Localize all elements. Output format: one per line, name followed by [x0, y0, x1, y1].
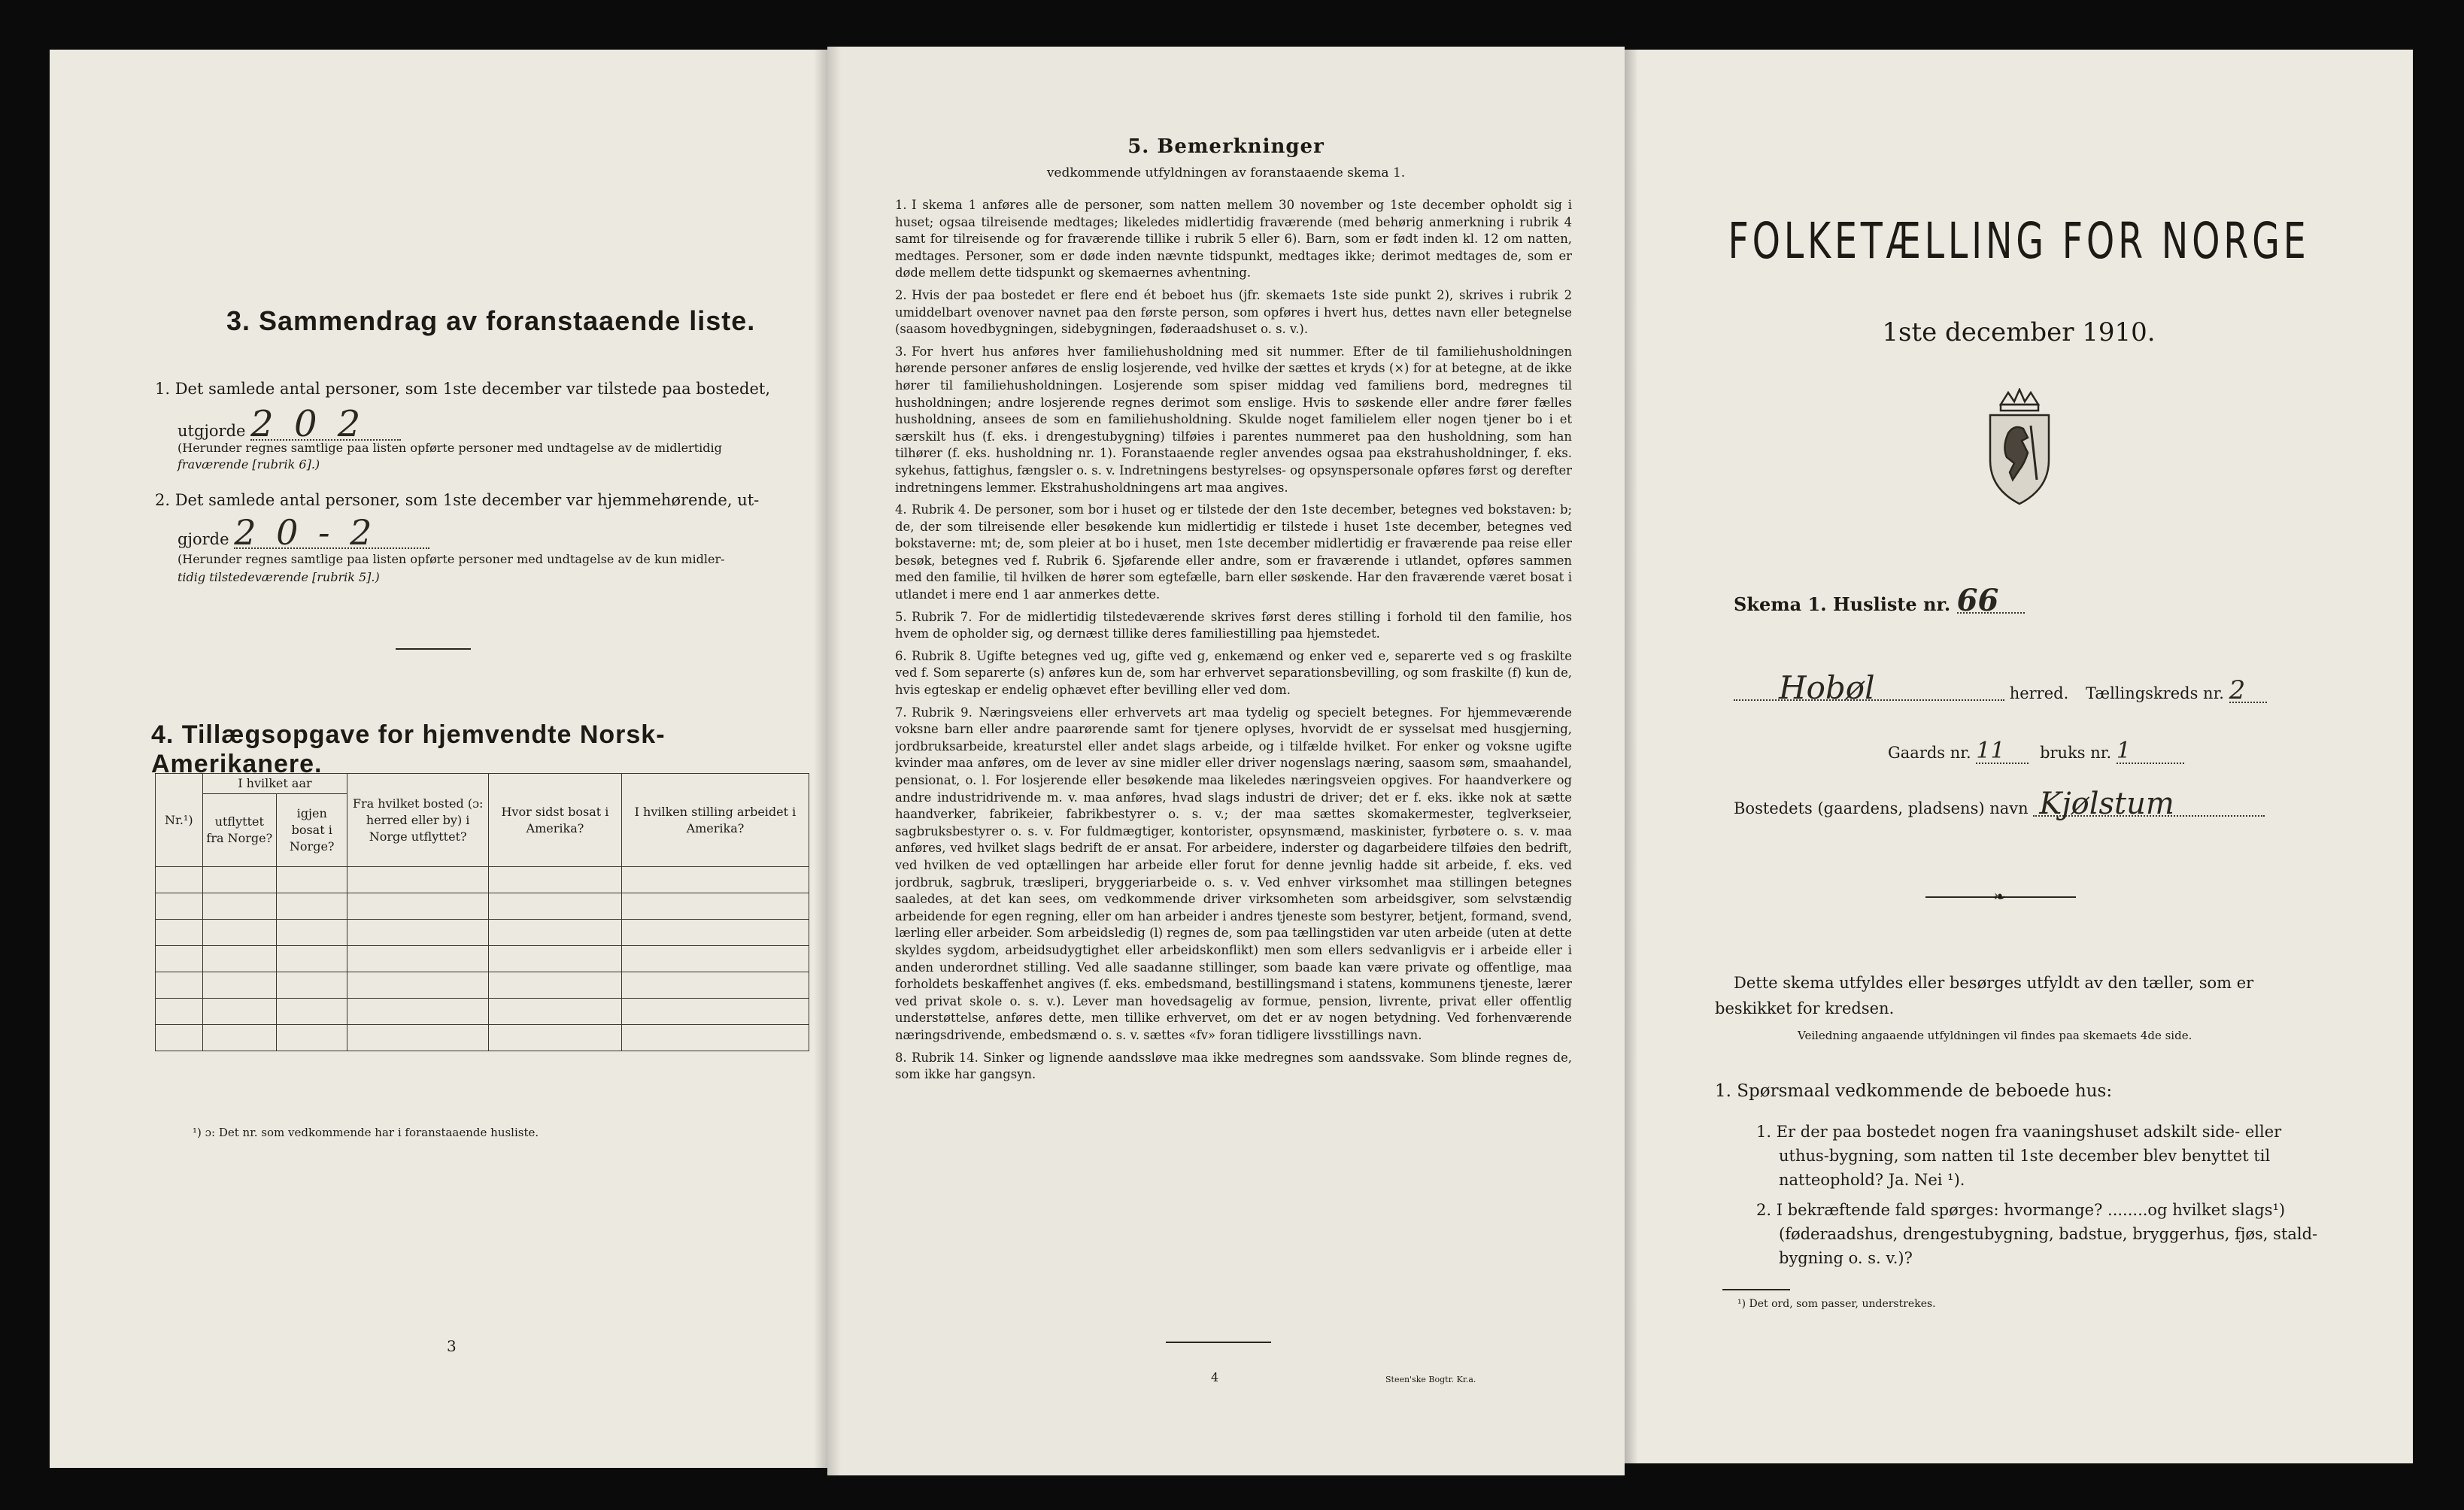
norsk-amerikanere-table — [155, 773, 809, 1051]
table-row — [156, 867, 809, 893]
remark-number: 3. — [895, 344, 907, 359]
divider — [1722, 1289, 1790, 1290]
section-4-title: 4. Tillægsopgave for hjemvendte Norsk-Amerikanere. — [151, 720, 666, 778]
table-row — [156, 946, 809, 972]
q2-line-a: 2. I bekræftende fald spørges: hvormange? ........og hvilket slags¹) — [1756, 1201, 2286, 1219]
intro-line-a: Dette skema utfyldes eller besørges utfyldt av den tæller, som er — [1734, 974, 2254, 992]
herred-line — [1734, 669, 2411, 706]
remark-text: Rubrik 14. Sinker og lignende aandssløve maa ikke medregnes som aandssvake. Som blinde regnes de, som ikke har gangsyn. — [895, 1050, 1572, 1082]
question-section-title: 1. Spørsmaal vedkommende de beboede hus: — [1715, 1081, 2113, 1101]
page-4-remarks — [827, 47, 1625, 1475]
page-number: 4 — [1211, 1370, 1219, 1384]
divider — [1166, 1342, 1271, 1343]
kreds-value: 2 — [2229, 679, 2267, 703]
item1-line-a: 1. Det samlede antal personer, som 1ste december var tilstede paa bostedet, — [155, 380, 771, 398]
remark-item — [895, 648, 1572, 699]
col-nr: Nr.¹) — [156, 774, 203, 867]
remark-number: 8. — [895, 1050, 907, 1065]
gaards-line — [1888, 740, 2184, 764]
remark-item — [895, 502, 1572, 604]
remark-item — [895, 344, 1572, 496]
remark-number: 4. — [895, 502, 907, 517]
remark-item — [895, 705, 1572, 1045]
remarks-subtitle: vedkommende utfyldningen av foranstaaende skema 1. — [1046, 165, 1406, 180]
remark-item — [895, 1050, 1572, 1084]
table-row — [156, 972, 809, 999]
front-page — [1625, 50, 2413, 1463]
col-stilling: I hvilken stilling arbeidet i Amerika? — [621, 774, 809, 867]
remark-item — [895, 609, 1572, 643]
section-3-title: 3. Sammendrag av foranstaaende liste. — [226, 305, 756, 336]
gaards-label: Gaards nr. — [1888, 744, 1971, 762]
census-date: 1ste december 1910. — [1882, 317, 2156, 347]
q1-line-b: uthus-bygning, som natten til 1ste december blev benyttet til — [1779, 1147, 2271, 1165]
col-group-year: I hvilket aar — [202, 774, 347, 794]
item2-note-a: (Herunder regnes samtlige paa listen opførte personer med undtagelse av de kun midler- — [178, 552, 725, 566]
remark-number: 5. — [895, 609, 907, 624]
remark-number: 6. — [895, 648, 907, 663]
page-3-summary — [50, 50, 827, 1468]
item2-handwritten-value: 2 0 - 2 — [234, 517, 429, 549]
intro-note: Veiledning angaaende utfyldningen vil findes paa skemaets 4de side. — [1798, 1029, 2192, 1042]
gaards-value: 11 — [1976, 740, 2029, 764]
remark-item — [895, 197, 1572, 282]
page3-footnote: ¹) Det ord, som passer, understrekes. — [1737, 1298, 1936, 1310]
page-number: 3 — [447, 1337, 457, 1355]
item2-line-a: 2. Det samlede antal personer, som 1ste december var hjemmehørende, ut- — [155, 491, 760, 509]
q1-line-c: natteophold? Ja. Nei ¹). — [1779, 1171, 1965, 1189]
table-row — [156, 893, 809, 920]
remark-text: Hvis der paa bostedet er flere end ét beboet hus (jfr. skemaets 1ste side punkt 2), skrives i rubrik 2 umiddelbart ovenover navnet paa den første person, som opføres i hvert hus, dettes navn eller betegnelse (saasom hovedbygningen, sidebygningen, føderaadshuset o. s. v.). — [895, 287, 1572, 337]
q2-line-c: bygning o. s. v.)? — [1779, 1249, 1913, 1267]
remark-text: Rubrik 4. De personer, som bor i huset og er tilstede der den 1ste december, betegnes ved bokstaven: b; de, der som tilreisende eller besøkende kun midlertidig er tilstede i huset 1ste december, betegnes ved bokstaverne: mt; de, som pleier at bo i huset, men 1ste december midlertidig er fraværende paa reise eller besøk, betegnes ved f. Rubrik 6. Sjøfarende eller andre, som er fraværende i utlandet, opføres sammen med den familie, til hvilken de hører som egtefælle, barn eller søskende. Har den fraværende været bosat i utlandet i mere end 1 aar anmerkes dette. — [895, 502, 1572, 602]
norway-coat-of-arms-icon — [1978, 388, 2061, 508]
remark-number: 2. — [895, 287, 907, 302]
table-footnote: ¹) ɔ: Det nr. som vedkommende har i foranstaaende husliste. — [193, 1126, 539, 1139]
bosted-label: Bostedets (gaardens, pladsens) navn — [1734, 799, 2029, 817]
printer-mark: Steen'ske Bogtr. Kr.a. — [1385, 1375, 1476, 1384]
item1-line-b — [178, 403, 401, 445]
q2-line-b: (føderaadshus, drengestubygning, badstue, bryggerhus, fjøs, stald- — [1779, 1225, 2318, 1243]
herred-value: Hobøl — [1734, 677, 2004, 701]
remark-text: Rubrik 8. Ugifte betegnes ved ug, gifte ved g, enkemænd og enker ved e, separerte ved s og fraskilte ved f. Som separerte (s) anføres kun de, som har erhvervet separationsbevilling, og som fraskilte (f) kun de, hvis egteskap er endelig ophævet efter bevilling eller ved dom. — [895, 648, 1572, 698]
item1-note-b: fraværende [rubrik 6].) — [178, 457, 320, 471]
col-fra: Fra hvilket bosted (ɔ: herred eller by) i Norge utflyttet? — [347, 774, 489, 867]
remark-text: Rubrik 7. For de midlertidig tilstedeværende skrives først deres stilling i forhold til den familie, hos hvem de opholder sig, og dernæst tillike deres familiestilling paa hjemstedet. — [895, 609, 1572, 641]
remark-text: I skema 1 anføres alle de personer, som natten mellem 30 november og 1ste december opholdt sig i huset; ogsaa tilreisende medtages; likeledes midlertidig fraværende (med behørig anmerkning i rubrik 4 samt for tilreisende og for fraværende tillike i rubrik 5 eller 6). Barn, som er født inden kl. 12 om natten, medtages. Personer, som er døde inden nævnte tidspunkt, medtages ikke; derimot medtages de, som er døde mellem dette tidspunkt og skemaernes avhentning. — [895, 198, 1572, 280]
col-hvor: Hvor sidst bosat i Amerika? — [488, 774, 621, 867]
bruks-label: bruks nr. — [2040, 744, 2112, 762]
remarks-title: 5. Bemerkninger — [1127, 135, 1325, 158]
intro-line-b: beskikket for kredsen. — [1715, 999, 1895, 1017]
remark-text: Rubrik 9. Næringsveiens eller erhvervets art maa tydelig og specielt betegnes. For hjemmeværende voksne barn eller andre paarørende samt for tjenere oplyses, hvorvidt de er sysselsat med husgjerning, jordbruksarbeide, kreaturstel eller andet slags arbeide, og i tilfælde hvilket. For enker og voksne ugifte kvinder maa anføres, om de lever av sine midler eller driver nogenslags næring, saasom søm, smaahandel, pensionat, o. l. For losjerende eller besøkende maa likeledes næringsveien opgives. For haandverkere og andre industridrivende m. v. maa anføres, hvad slags industri de driver; det er f. eks. ikke nok at sætte haandverker, fabrikeier, fabrikbestyrer o. s. v.; der maa sættes skomakermester, teglverkseier, sagbruksbestyrer o. s. v. For fuldmægtiger, kontorister, opsynsmænd, maskinister, fyrbøtere o. s. v. maa anføres, ved hvilket slags bedrift de er ansat. For arbeidere, inderster og dagarbeidere tilføies den bedrift, ved hvilken de ved optællingen har arbeide eller forut for denne jevnlig hadde sit arbeide, f. eks. ved jordbruk, sagbruk, træsliperi, bryggeriarbeide o. s. v. Ved enhver virksomhet maa stillingen betegnes saaledes, at det kan sees, om vedkommende driver virksomheten som arbeidsgiver, som selvstændig arbeidende for egen regning, eller om han arbeider i andres tjeneste som bestyrer, betjent, formand, svend, lærling eller arbeider. Som arbeidsledig (l) regnes de, som paa tællingstiden var uten arbeide (uten at dette skyldes sygdom, arbeidsudygtighet eller arbeidskonflikt) men som ellers sedvanligvis er i arbeide eller i anden underordnet stilling. Ved alle saadanne stillinger, som baade kan være private og offentlige, maa forholdets beskaffenhet angives (f. eks. embedsmand, bestillingsmand i statens, kommunens tjeneste, lærer ved privat skole o. s. v.). Lever man hovedsagelig av formue, pension, livrente, privat eller offentlig understøttelse, anføres dette, men tillike erhvervet, om det er av nogen betydning. Ved forhenværende næringsdrivende, embedsmænd o. s. v. sættes «fv» foran tidligere livsstillings navn. — [895, 705, 1572, 1042]
col-igjen: igjen bosat i Norge? — [277, 794, 347, 867]
remark-number: 7. — [895, 705, 907, 720]
item2-note-b: tidig tilstedeværende [rubrik 5].) — [178, 570, 380, 584]
remark-text: For hvert hus anføres hver familiehusholdning med sit nummer. Efter de til familiehusholdningen hørende personer anføres de enslig losjerende, ved hvilke der sættes et kryds (×) for at betegne, at de ikke hører til familiehusholdningen. Losjerende som spiser middag ved familiens bord, medregnes til husholdningen; andre losjerende regnes derimot som enslige. Hvis to søskende eller andre fører fælles husholdning, ansees de som en familiehusholdning. Skulde noget familielem eller nogen tjener bo i et særskilt hus (f. eks. i drengestubygning) tilføies i parentes nummeret paa den husholdning, som han tilhører (f. eks. husholdning nr. 1). Foranstaaende regler anvendes ogsaa paa ekstrahusholdninger, f. eks. sykehus, fattighus, fængsler o. s. v. Indretningens bestyrelses- og opsynspersonale opføres først og derefter indretningens lemmer. Ekstrahusholdningens art maa angives. — [895, 344, 1572, 495]
item1-handwritten-value: 2 0 2 — [250, 409, 401, 441]
herred-label: herred. — [2009, 684, 2069, 702]
skema-label: Skema 1. Husliste nr. — [1734, 593, 1951, 615]
item1-label: utgjorde — [178, 422, 246, 440]
item1-note-a: (Herunder regnes samtlige paa listen opførte personer med undtagelse av de midlertidig — [178, 441, 722, 455]
q1-line-a: 1. Er der paa bostedet nogen fra vaaningshuset adskilt side- eller — [1756, 1123, 2282, 1141]
item2-label: gjorde — [178, 530, 229, 548]
remarks-list — [895, 197, 1572, 1370]
divider — [396, 648, 471, 650]
skema-line — [1734, 583, 2025, 618]
table-row — [156, 1025, 809, 1051]
item2-line-b — [178, 512, 429, 553]
remark-item — [895, 287, 1572, 338]
bruks-value: 1 — [2117, 740, 2184, 764]
table-row — [156, 999, 809, 1025]
col-utflyttet: utflyttet fra Norge? — [202, 794, 277, 867]
remark-number: 1. — [895, 198, 907, 212]
ornament-icon: ❧ — [1993, 887, 2006, 905]
kreds-label: Tællingskreds nr. — [2085, 684, 2224, 702]
husliste-number: 66 — [1957, 590, 2025, 614]
census-title: FOLKETÆLLING FOR NORGE — [1728, 212, 2310, 270]
bosted-value: Kjølstum — [2033, 793, 2265, 817]
table-row — [156, 920, 809, 946]
bosted-line — [1734, 787, 2265, 821]
